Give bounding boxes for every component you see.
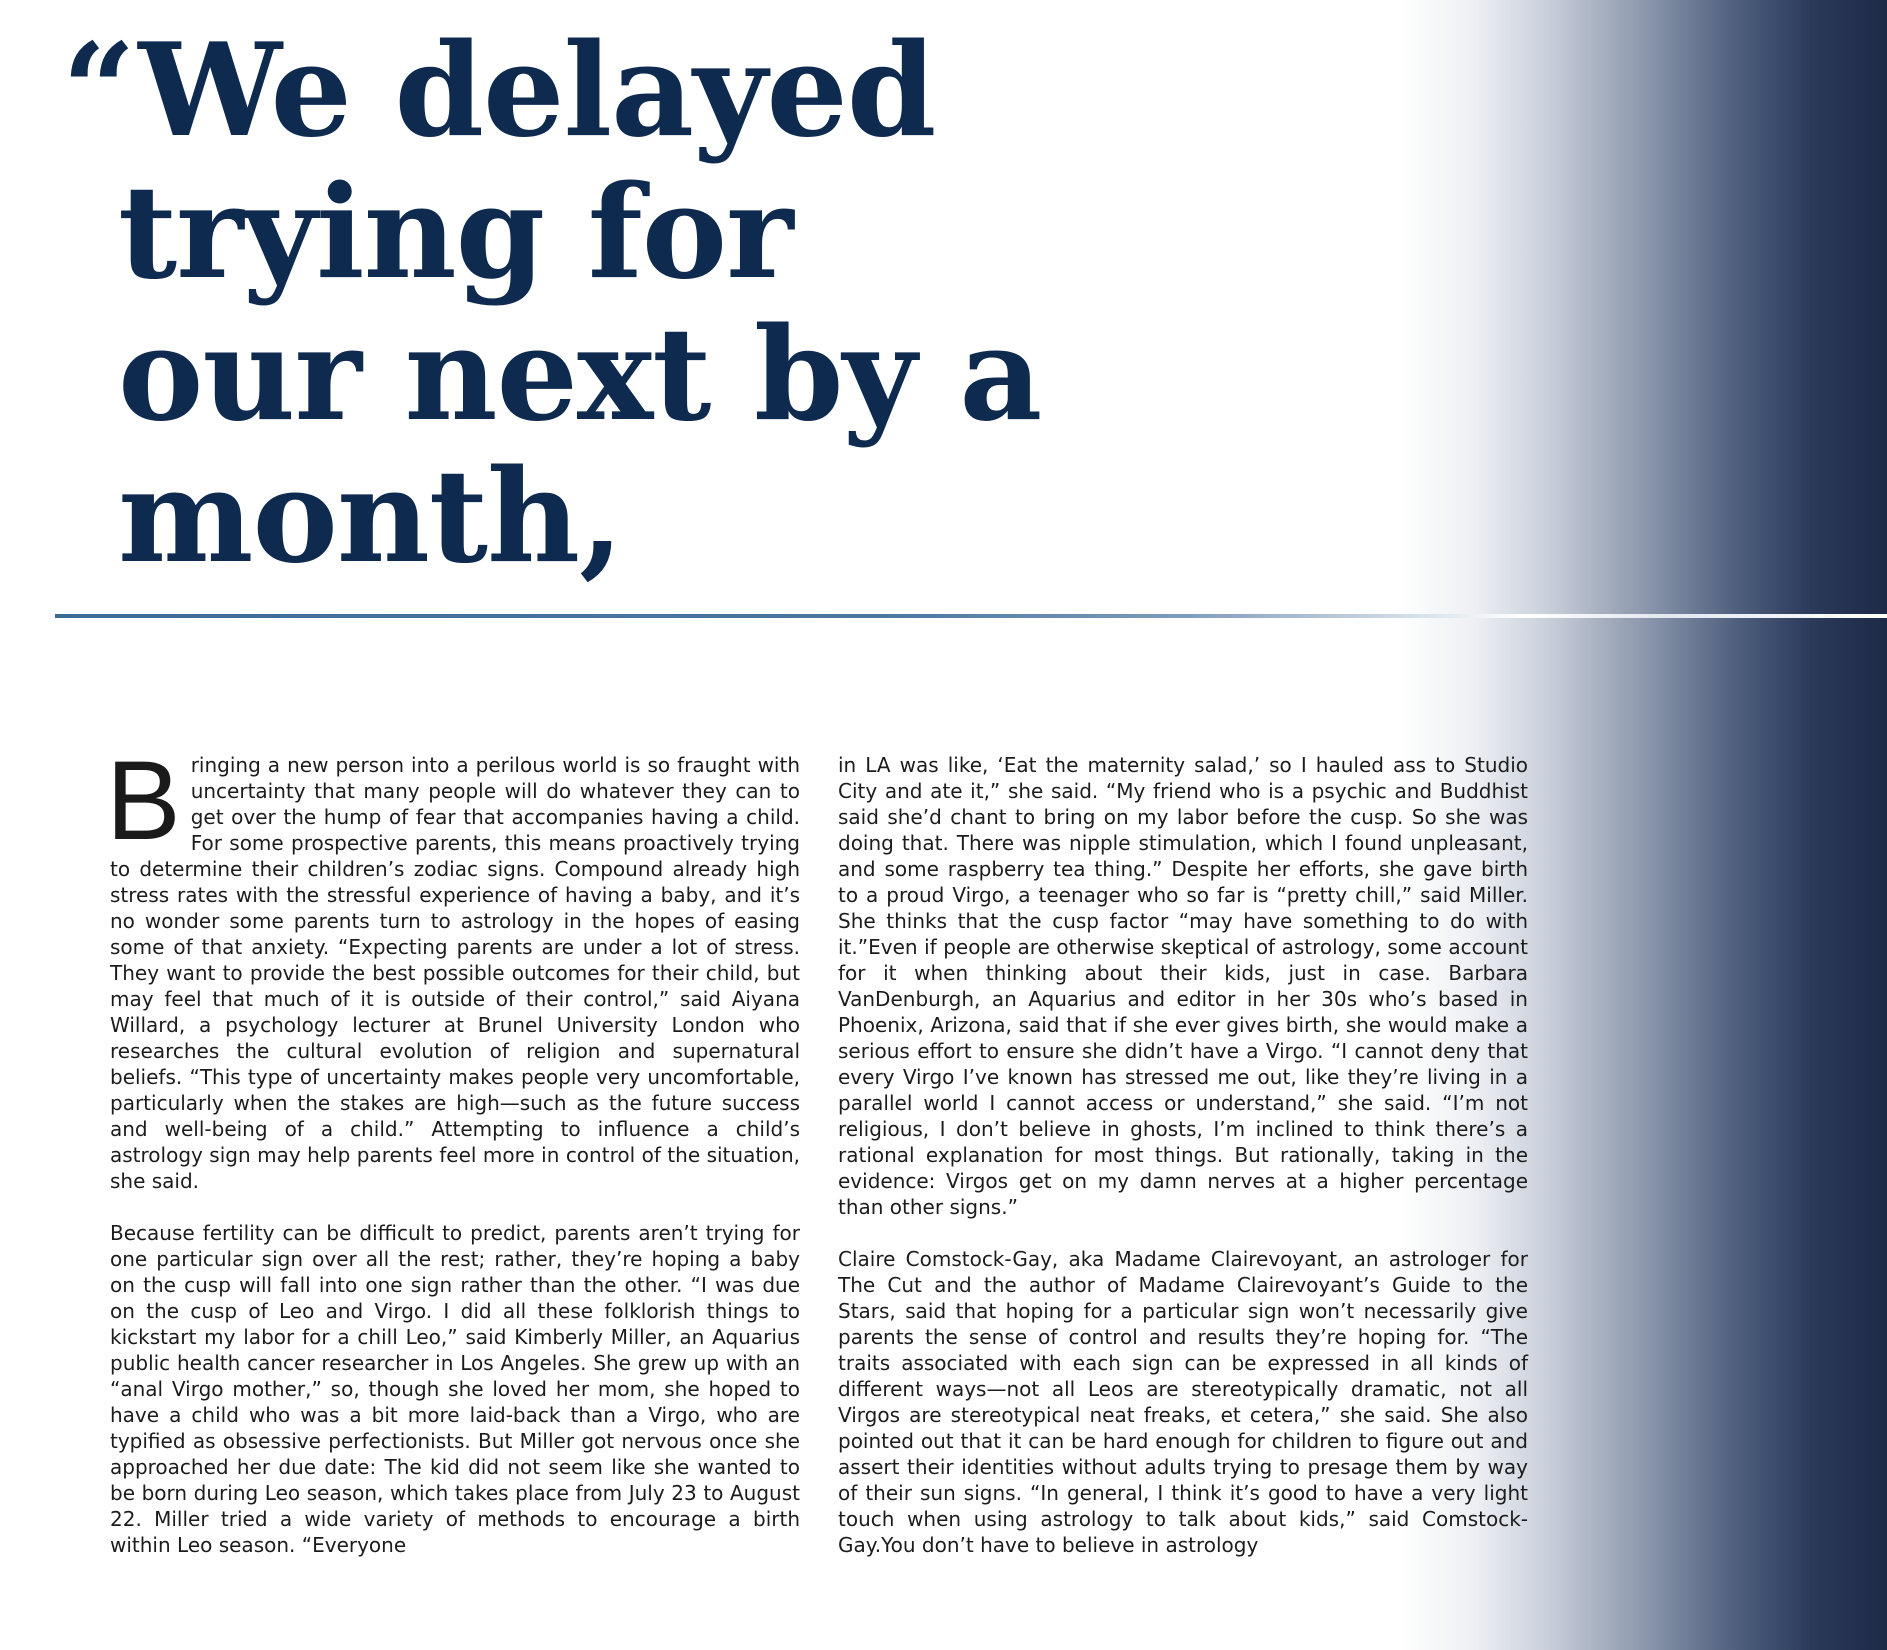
headline-line-2: trying for: [118, 158, 793, 308]
headline-divider-rule: [55, 614, 1887, 618]
article-paragraph: in LA was like, ‘Eat the maternity salad,’ so I hauled ass to Studio City and ate it,” she said. “My friend who is a psychic and Buddhist said she’d chant to bring on my labor before the cusp. So she was doing that. There was nipple stimulation, which I found unpleasant, and some raspberry tea thing.” Despite her efforts, she gave birth to a proud Virgo, a teenager who so far is “pretty chill,” said Miller. She thinks that the cusp factor “may have something to do with it.”Even if people are otherwise skeptical of astrology, some account for it when thinking about their kids, just in case. Barbara VanDenburgh, an Aquarius and editor in her 30s who’s based in Phoenix, Arizona, said that if she ever gives birth, she would make a serious effort to ensure she didn’t have a Virgo. “I cannot deny that every Virgo I’ve known has stressed me out, like they’re living in a parallel world I cannot access or understand,” she said. “I’m not religious, I don’t believe in ghosts, I’m inclined to think there’s a rational explanation for most things. But rationally, taking in the evidence: Virgos get on my damn nerves at a higher percentage than other signs.”: [838, 753, 1528, 1219]
drop-cap: B: [106, 738, 181, 863]
headline-line-3: our next by a: [118, 300, 1042, 450]
article-paragraph: Because fertility can be difficult to predict, parents aren’t trying for one particular sign over all the rest; rather, they’re hoping a baby on the cusp will fall into one sign rather than the other. “I was due on the cusp of Leo and Virgo. I did all these folklorish things to kickstart my labor for a chill Leo,” said Kimberly Miller, an Aquarius public health cancer researcher in Los Angeles. She grew up with an “anal Virgo mother,” so, though she loved her mom, she hoped to have a child who was a bit more laid-back than a Virgo, who are typified as obsessive perfectionists. But Miller got nervous once she approached her due date: The kid did not seem like she wanted to be born during Leo season, which takes place from July 23 to August 22. Miller tried a wide variety of methods to encourage a birth within Leo season. “Everyone: [110, 1221, 800, 1557]
headline-line-1: “We delayed: [62, 16, 936, 166]
article-column-right: [838, 752, 1528, 1584]
paragraph-text: ringing a new person into a perilous world is so fraught with uncertainty that many people will do whatever they can to get over the hump of fear that accompanies having a child. For some prospective parents, this means proactively trying to determine their children’s zodiac signs. Compound already high stress rates with the stressful experience of having a baby, and it’s no wonder some parents turn to astrology in the hopes of easing some of that anxiety. “Expecting parents are under a lot of stress. They want to provide the best possible outcomes for their child, but may feel that much of it is outside of their control,” said Aiyana Willard, a psychology lecturer at Brunel University London who researches the cultural evolution of religion and supernatural beliefs. “This type of uncertainty makes people very uncomfortable, particularly when the stakes are high—such as the future success and well-being of a child.” Attempting to influence a child’s astrology sign may help parents feel more in control of the situation, she said.: [110, 753, 800, 1193]
article-paragraph: Claire Comstock-Gay, aka Madame Clairevoyant, an astrologer for The Cut and the author of Madame Clairevoyant’s Guide to the Stars, said that hoping for a particular sign won’t necessarily give parents the sense of control and results they’re hoping for. “The traits associated with each sign can be expressed in all kinds of different ways—not all Leos are stereotypically dramatic, not all Virgos are stereotypical neat freaks, et cetera,” she said. She also pointed out that it can be hard enough for children to figure out and assert their identities without adults trying to presage them by way of their sun signs. “In general, I think it’s good to have a very light touch when using astrology to talk about kids,” said Comstock-Gay.You don’t have to believe in astrology: [838, 1247, 1528, 1557]
article-column-left: [106, 738, 800, 1584]
article-paragraph: [106, 738, 800, 1194]
headline-line-4: month,: [118, 442, 623, 592]
headline-quote: [62, 16, 1562, 592]
